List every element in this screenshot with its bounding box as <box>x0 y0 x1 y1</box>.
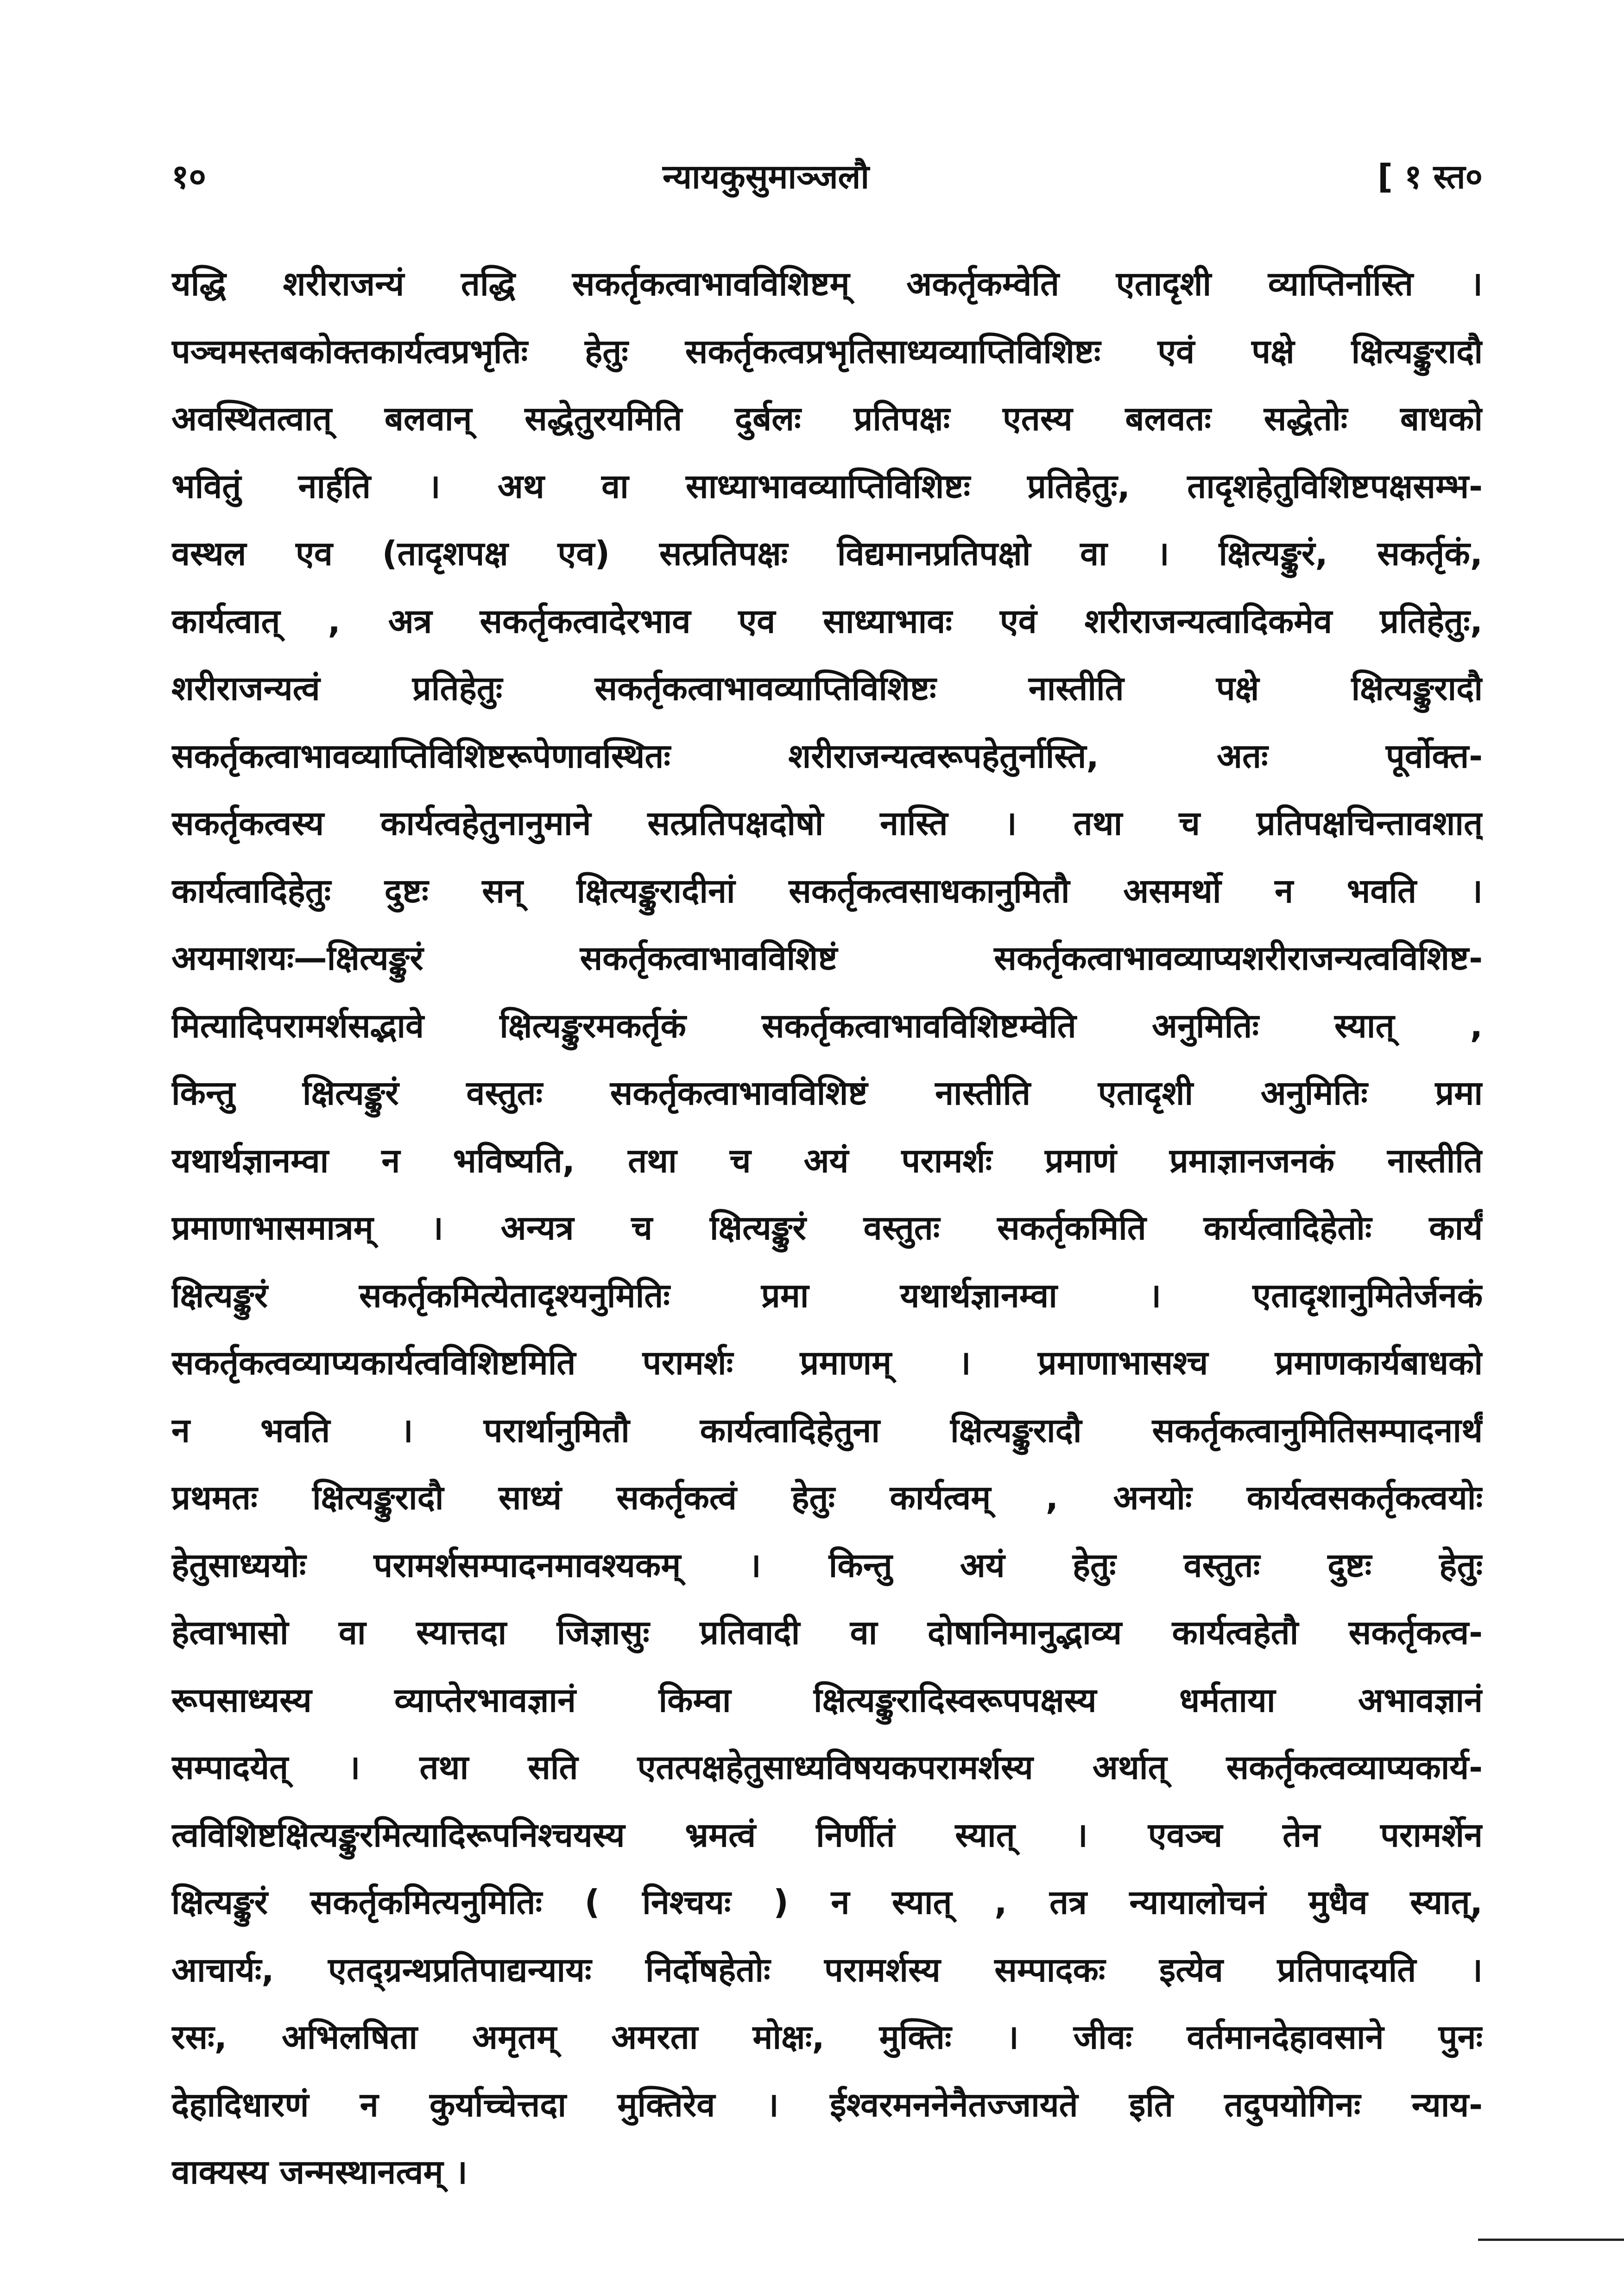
text-line: वस्थल एव (तादृशपक्ष एव) सत्प्रतिपक्षः विद्यमानप्रतिपक्षो वा । क्षित्यङ्कुरं, सकर्तृकं, <box>171 534 1483 573</box>
text-line: क्षित्यङ्कुरं सकर्तृकमित्येतादृश्यनुमितिः प्रमा यथार्थज्ञानम्वा । एतादृशानुमितेर्जनकं <box>171 1275 1483 1315</box>
text-line: रसः, अभिलषिता अमृतम् अमरता मोक्षः, मुक्तिः । जीवः वर्तमानदेहावसाने पुनः <box>171 2018 1483 2056</box>
page-header <box>171 153 1483 209</box>
text-line: पञ्चमस्तबकोक्तकार्यत्वप्रभृतिः हेतुः सकर्तृकत्वप्रभृतिसाध्यव्याप्तिविशिष्टः एवं पक्षे क्षित्यङ्कुरादौ <box>171 331 1483 371</box>
text-line: शरीराजन्यत्वं प्रतिहेतुः सकर्तृकत्वाभावव्याप्तिविशिष्टः नास्तीति पक्षे क्षित्यङ्कुरादौ <box>171 669 1483 708</box>
text-line: वाक्यस्य जन्मस्थानत्वम् । <box>171 2152 468 2191</box>
text-line: भवितुं नार्हति । अथ वा साध्याभावव्याप्तिविशिष्टः प्रतिहेतुः, तादृशहेतुविशिष्टपक्षसम्भ- <box>171 466 1483 506</box>
text-line: न भवति । परार्थानुमितौ कार्यत्वादिहेतुना क्षित्यङ्कुरादौ सकर्तृकत्वानुमितिसम्पादनार्थं <box>171 1410 1483 1450</box>
text-line: प्रमाणाभासमात्रम् । अन्यत्र च क्षित्यङ्कुरं वस्तुतः सकर्तृकमिति कार्यत्वादिहेतोः कार्यं <box>171 1208 1483 1247</box>
running-title: न्यायकुसुमाञ्जलौ <box>663 157 869 196</box>
text-line: यद्धि शरीराजन्यं तद्धि सकर्तृकत्वाभावविशिष्टम् अकर्तृकम्वेति एतादृशी व्याप्तिर्नास्ति । <box>171 264 1483 303</box>
text-line: सम्पादयेत् । तथा सति एतत्पक्षहेतुसाध्यविषयकपरामर्शस्य अर्थात् सकर्तृकत्वव्याप्यकार्य- <box>171 1748 1483 1787</box>
page-number: १० <box>171 157 206 196</box>
text-line: सकर्तृकत्वव्याप्यकार्यत्वविशिष्टमिति परामर्शः प्रमाणम् । प्रमाणाभासश्च प्रमाणकार्यबाधको <box>171 1343 1483 1382</box>
text-line: हेत्वाभासो वा स्यात्तदा जिज्ञासुः प्रतिवादी वा दोषानिमानुद्भाव्य कार्यत्वहेतौ सकर्तृकत्व- <box>171 1613 1483 1652</box>
text-line: अवस्थितत्वात् बलवान् सद्धेतुरयमिति दुर्बलः प्रतिपक्षः एतस्य बलवतः सद्धेतोः बाधको <box>171 399 1483 438</box>
text-line: कार्यत्वात् , अत्र सकर्तृकत्वादेरभाव एव साध्याभावः एवं शरीराजन्यत्वादिकमेव प्रतिहेतुः, <box>171 601 1483 641</box>
footer-rule <box>1478 2239 1624 2241</box>
text-line: आचार्यः, एतद्ग्रन्थप्रतिपाद्यन्यायः निर्दोषहेतोः परामर्शस्य सम्पादकः इत्येव प्रतिपादयति । <box>171 1950 1483 1989</box>
text-line: किन्तु क्षित्यङ्कुरं वस्तुतः सकर्तृकत्वाभावविशिष्टं नास्तीति एतादृशी अनुमितिः प्रमा <box>171 1073 1483 1112</box>
section-marker: [ १ स्त० <box>1378 157 1483 196</box>
text-line: सकर्तृकत्वस्य कार्यत्वहेतुनानुमाने सत्प्रतिपक्षदोषो नास्ति । तथा च प्रतिपक्षचिन्तावशात् <box>171 804 1483 843</box>
text-line: रूपसाध्यस्य व्याप्तेरभावज्ञानं किम्वा क्षित्यङ्कुरादिस्वरूपपक्षस्य धर्मताया अभावज्ञानं <box>171 1680 1483 1719</box>
body-text <box>171 250 1483 2206</box>
text-line: यथार्थज्ञानम्वा न भविष्यति, तथा च अयं परामर्शः प्रमाणं प्रमाज्ञानजनकं नास्तीति <box>171 1141 1483 1180</box>
text-line: त्वविशिष्टक्षित्यङ्कुरमित्यादिरूपनिश्चयस्य भ्रमत्वं निर्णीतं स्यात् । एवञ्च तेन परामर्शेन <box>171 1815 1483 1854</box>
text-line: हेतुसाध्ययोः परामर्शसम्पादनमावश्यकम् । किन्तु अयं हेतुः वस्तुतः दुष्टः हेतुः <box>171 1545 1483 1585</box>
text-line: प्रथमतः क्षित्यङ्कुरादौ साध्यं सकर्तृकत्वं हेतुः कार्यत्वम् , अनयोः कार्यत्वसकर्तृकत्वयोः <box>171 1478 1483 1517</box>
text-line: अयमाशयः—क्षित्यङ्कुरं सकर्तृकत्वाभावविशिष्टं सकर्तृकत्वाभावव्याप्यशरीराजन्यत्वविशिष्ट- <box>171 939 1483 977</box>
text-line: मित्यादिपरामर्शसद्भावे क्षित्यङ्कुरमकर्तृकं सकर्तृकत्वाभावविशिष्टम्वेति अनुमितिः स्यात् , <box>171 1006 1483 1045</box>
text-line: कार्यत्वादिहेतुः दुष्टः सन् क्षित्यङ्कुरादीनां सकर्तृकत्वसाधकानुमितौ असमर्थो न भवति । <box>171 871 1483 910</box>
text-line: देहादिधारणं न कुर्याच्चेत्तदा मुक्तिरेव । ईश्वरमननेनैतज्जायते इति तदुपयोगिनः न्याय- <box>171 2085 1483 2124</box>
text-line: सकर्तृकत्वाभावव्याप्तिविशिष्टरूपेणावस्थितः शरीराजन्यत्वरूपहेतुर्नास्ति, अतः पूर्वोक्त- <box>171 736 1483 775</box>
text-line: क्षित्यङ्कुरं सकर्तृकमित्यनुमितिः ( निश्चयः ) न स्यात् , तत्र न्यायालोचनं मुधैव स्यात्, <box>171 1883 1483 1922</box>
